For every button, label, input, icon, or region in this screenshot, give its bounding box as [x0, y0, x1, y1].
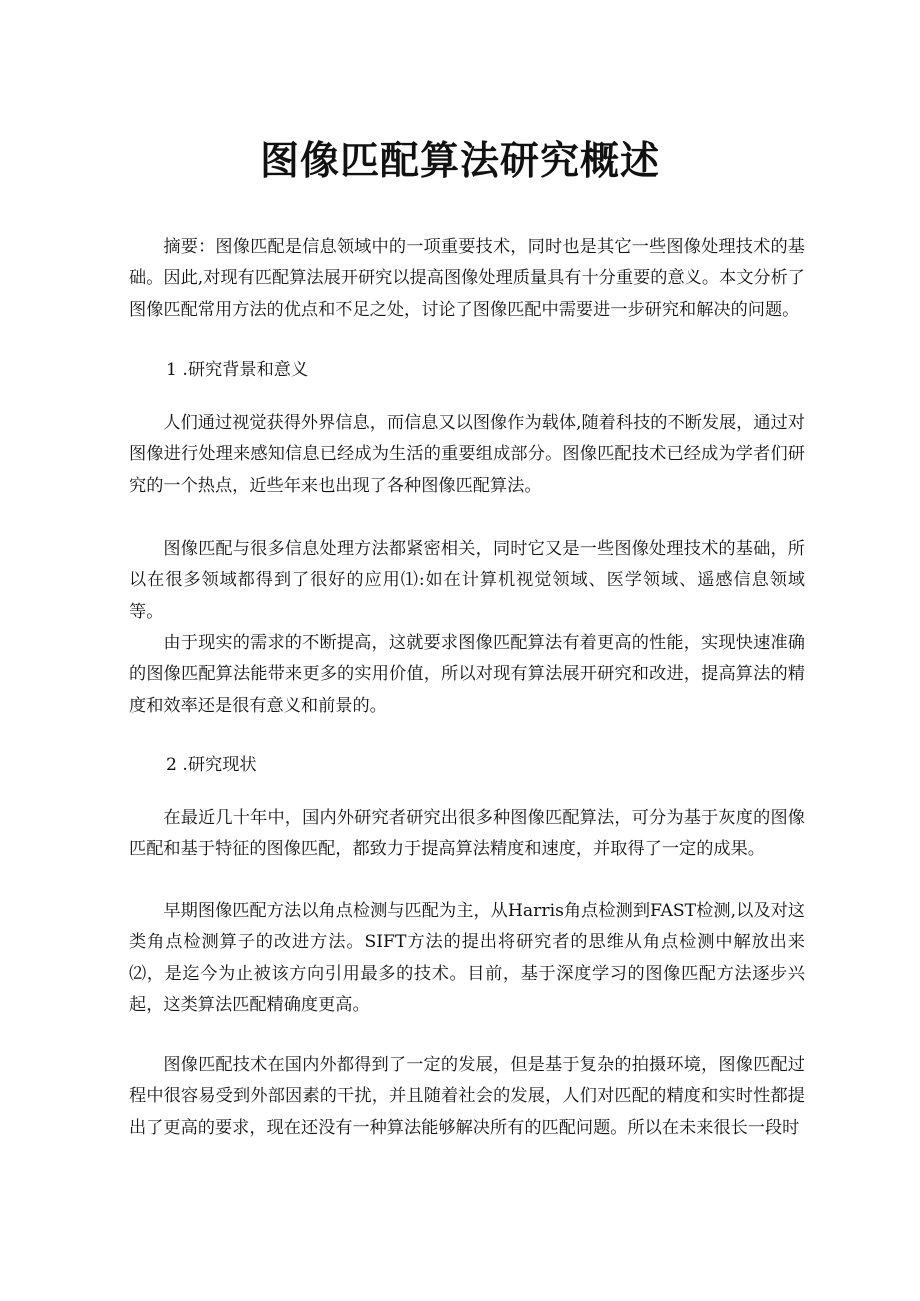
- section-1-paragraph-3: 由于现实的需求的不断提高，这就要求图像匹配算法有着更高的性能，实现快速准确的图像匹配算法能带来更多的实用价值，所以对现有算法展开研究和改进，提高算法的精度和效率还是很有意义和前景的。: [129, 633, 805, 716]
- section-2-paragraph-3: 图像匹配技术在国内外都得到了一定的发展，但是基于复杂的拍摄环境，图像匹配过程中很容易受到外部因素的干扰，并且随着社会的发展，人们对匹配的精度和实时性都提出了更高的要求，现在还没有一种算法能够解决所有的匹配问题。所以在未来很长一段时: [129, 1055, 805, 1138]
- section-2-paragraph-1: 在最近几十年中，国内外研究者研究出很多种图像匹配算法，可分为基于灰度的图像匹配和基于特征的图像匹配，都致力于提高算法精度和速度，并取得了一定的成果。: [129, 808, 805, 860]
- section-1-heading: 1 .研究背景和意义: [166, 360, 309, 380]
- section-2-paragraph-2: 早期图像匹配方法以角点检测与匹配为主，从Harris角点检测到FAST检测,以及对这类角点检测算子的改进方法。SIFT方法的提出将研究者的思维从角点检测中解放出来⑵，是迄今为止被该方向引用最多的技术。目前，基于深度学习的图像匹配方法逐步兴起，这类算法匹配精确度更高。: [129, 901, 805, 1015]
- abstract-paragraph: 摘要：图像匹配是信息领域中的一项重要技术，同时也是其它一些图像处理技术的基础。因此,对现有匹配算法展开研究以提高图像处理质量具有十分重要的意义。本文分析了图像匹配常用方法的优点和不足之处，讨论了图像匹配中需要进一步研究和解决的问题。: [129, 237, 805, 320]
- section-1-paragraph-2: 图像匹配与很多信息处理方法都紧密相关，同时它又是一些图像处理技术的基础，所以在很多领域都得到了很好的应用⑴:如在计算机视觉领域、医学领域、遥感信息领域等。: [129, 539, 805, 622]
- section-1-paragraph-1: 人们通过视觉获得外界信息，而信息又以图像作为载体,随着科技的不断发展，通过对图像进行处理来感知信息已经成为生活的重要组成部分。图像匹配技术已经成为学者们研究的一个热点，近些年来也出现了各种图像匹配算法。: [129, 413, 805, 496]
- section-2-heading: 2 .研究现状: [166, 755, 257, 775]
- document-title: 图像匹配算法研究概述: [259, 139, 660, 184]
